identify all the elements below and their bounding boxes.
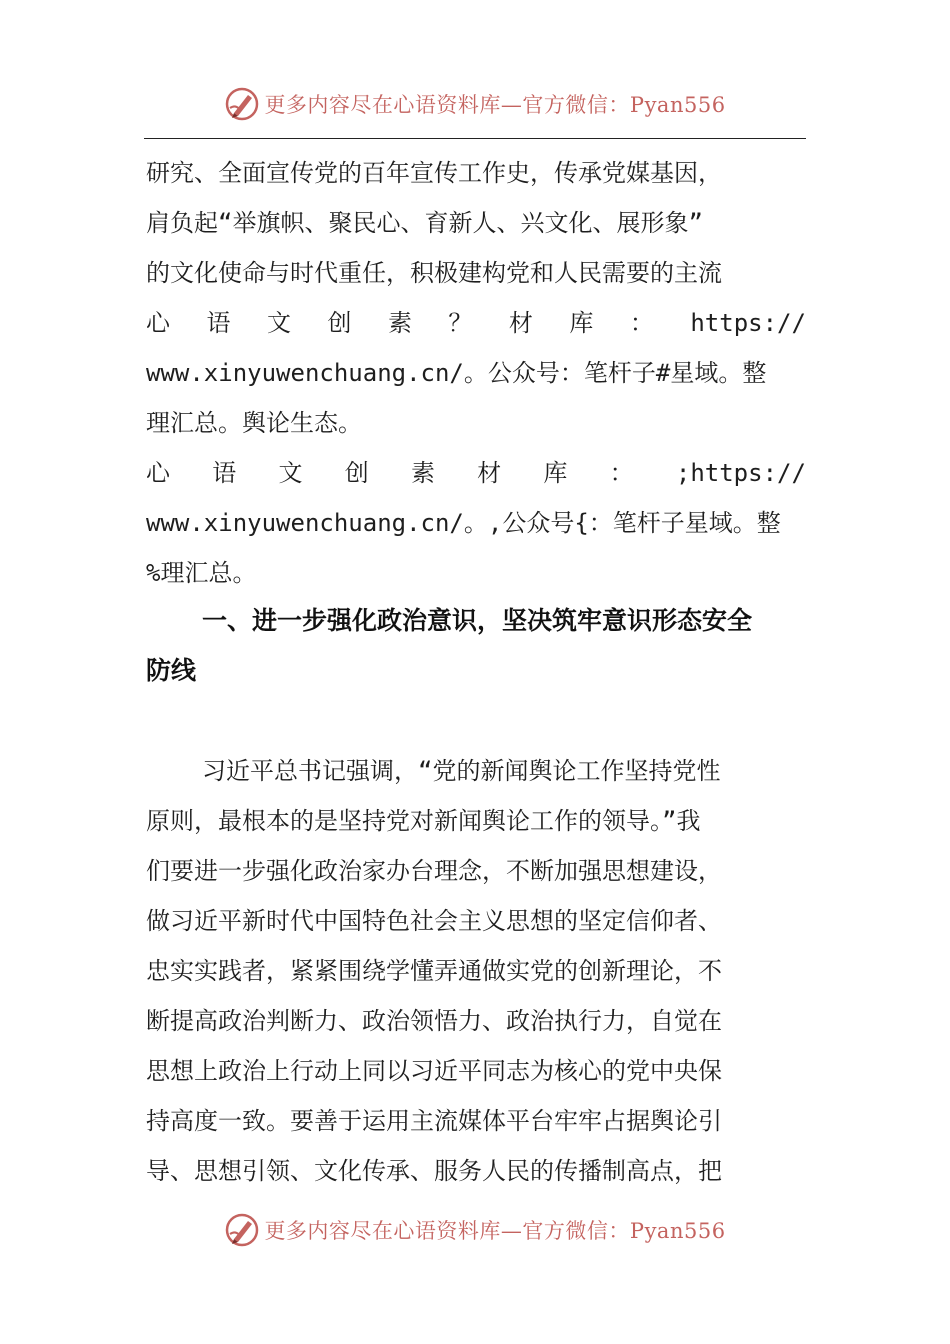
banner-text: 更多内容尽在心语资料库—官方微信：Pyan556: [264, 93, 726, 117]
paragraph-2: [146, 448, 806, 598]
paragraph-3: [146, 746, 806, 1196]
footer-banner: [0, 1210, 950, 1250]
heading-line: 防线: [146, 656, 197, 685]
char: 创: [327, 309, 352, 337]
char: 素: [387, 309, 412, 337]
text-line: 导、思想引领、文化传承、服务人民的传播制高点，把: [146, 1157, 722, 1185]
char: 语: [212, 459, 237, 487]
char: 材: [508, 309, 533, 337]
section-heading: [146, 596, 806, 696]
text-line: 研究、全面宣传党的百年宣传工作史，传承党媒基因，: [146, 159, 722, 187]
text-line: 持高度一致。要善于运用主流媒体平台牢牢占据舆论引: [146, 1107, 722, 1135]
char: ：: [629, 309, 654, 337]
text-line: 断提高政治判断力、政治领悟力、政治执行力，自觉在: [146, 1007, 722, 1035]
char: 库: [543, 459, 568, 487]
text-line: 思想上政治上行动上同以习近平同志为核心的党中央保: [146, 1057, 722, 1085]
char: 心: [146, 459, 170, 487]
char: ：: [609, 459, 634, 487]
text-line: 们要进一步强化政治家办台理念，不断加强思想建设，: [146, 857, 722, 885]
text-line: 做习近平新时代中国特色社会主义思想的坚定信仰者、: [146, 907, 722, 935]
char: 库: [569, 309, 594, 337]
text-line: 理汇总。舆论生态。: [146, 409, 362, 437]
text-line: 的文化使命与时代重任，积极建构党和人民需要的主流: [146, 259, 722, 287]
char: 文: [266, 309, 291, 337]
spread-text-line: [146, 448, 806, 498]
text-line: %理汇总。: [146, 559, 257, 587]
char: ？: [448, 309, 473, 337]
url-fragment: https://: [690, 309, 806, 337]
char: 素: [410, 459, 435, 487]
paragraph-1: [146, 148, 806, 448]
heading-line: 一、进一步强化政治意识，坚决筑牢意识形态安全: [202, 606, 753, 635]
text-line: 忠实实践者，紧紧围绕学懂弄通做实党的创新理论，不: [146, 957, 722, 985]
pen-logo-icon: [224, 86, 260, 122]
text-line: www.xinyuwenchuang.cn/。公众号：笔杆子#星域。整: [146, 359, 767, 387]
text-line: 习近平总书记强调，“党的新闻舆论工作坚持党性: [202, 757, 721, 785]
text-line: www.xinyuwenchuang.cn/。,公众号{：笔杆子星域。整: [146, 509, 781, 537]
char: 材: [477, 459, 502, 487]
char: 语: [206, 309, 231, 337]
header-banner: [0, 84, 950, 124]
url-fragment: ;https://: [675, 459, 806, 487]
pen-logo-icon: [224, 1212, 260, 1248]
char: 心: [146, 309, 170, 337]
char: 文: [278, 459, 303, 487]
spread-text-line: [146, 298, 806, 348]
header-divider: [144, 138, 806, 139]
banner-text: 更多内容尽在心语资料库—官方微信：Pyan556: [264, 1219, 726, 1243]
text-line: 原则，最根本的是坚持党对新闻舆论工作的领导。”我: [146, 807, 701, 835]
text-line: 肩负起“举旗帜、聚民心、育新人、兴文化、展形象”: [146, 209, 703, 237]
char: 创: [344, 459, 369, 487]
